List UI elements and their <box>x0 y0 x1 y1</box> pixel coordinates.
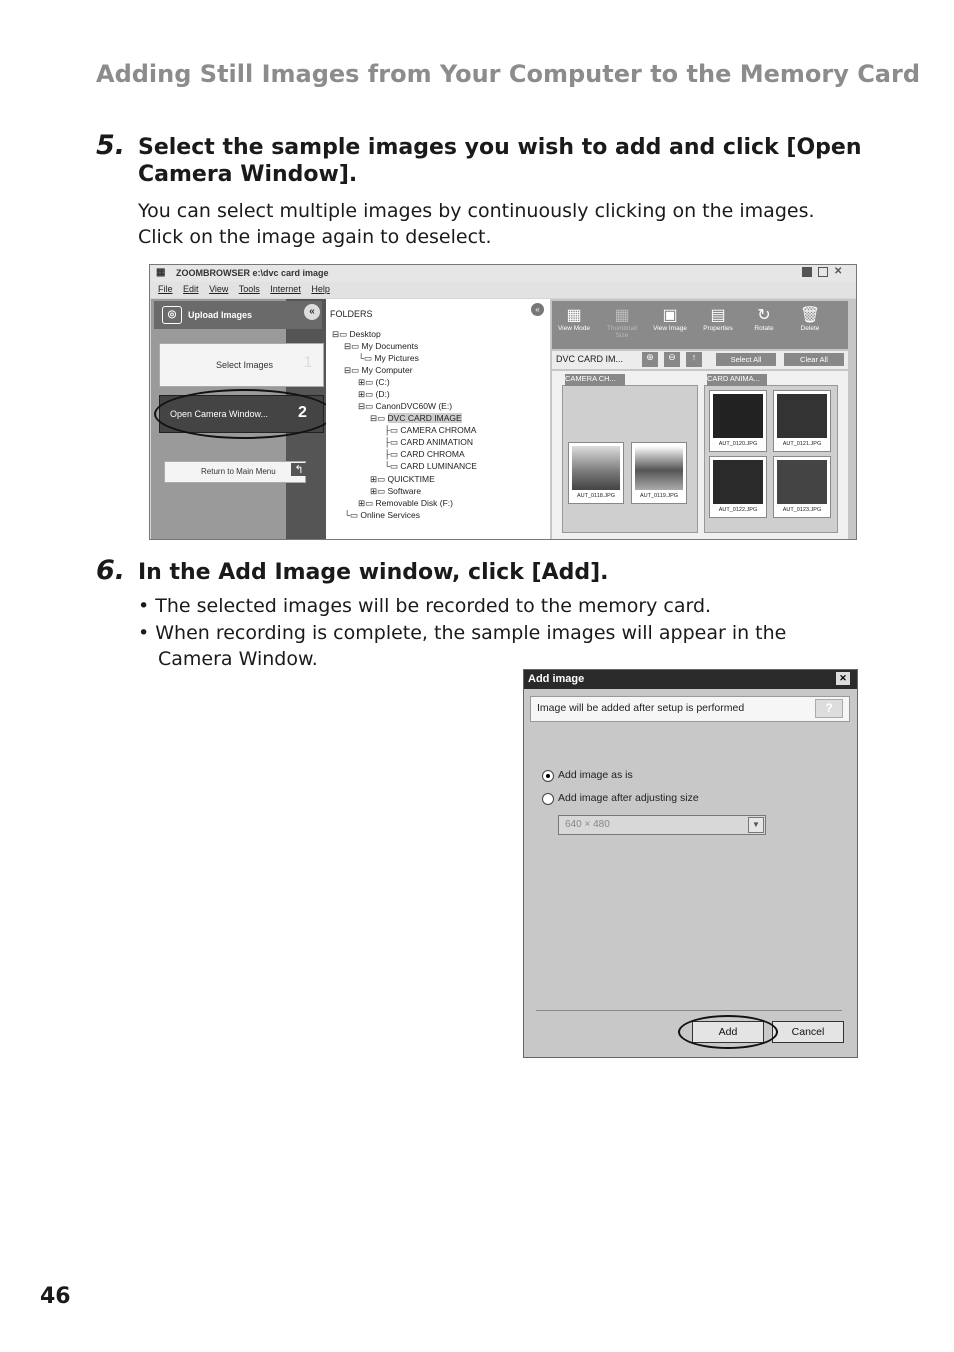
tree-quicktime[interactable]: ⊞▭ QUICKTIME <box>370 474 435 484</box>
open-camera-window-label: Open Camera Window... <box>170 409 269 419</box>
radio-add-as-is-label: Add image as is <box>558 769 633 781</box>
view-image-icon: ▣ <box>662 307 678 324</box>
zoombrowser-screenshot <box>149 264 857 540</box>
tree-card-animation[interactable]: ├▭ CARD ANIMATION <box>384 437 473 447</box>
separator <box>536 1010 842 1011</box>
zoombrowser-title: ZOOMBROWSER e:\dvc card image <box>176 268 329 278</box>
step6-bullet2 <box>138 620 786 672</box>
app-icon: ▦ <box>156 267 166 278</box>
delete-tool[interactable] <box>792 305 828 332</box>
group-tab-card-animation[interactable]: CARD ANIMA... <box>707 374 767 386</box>
image-toolbar <box>552 301 848 349</box>
return-main-menu-label: Return to Main Menu <box>201 467 276 476</box>
thumbnail-filename: AUT_0119.JPG <box>639 493 679 499</box>
thumbnail-filename: AUT_0122.JPG <box>718 507 758 513</box>
highlight-oval <box>154 389 334 439</box>
menu-tools[interactable]: Tools <box>238 284 260 294</box>
current-folder-label: DVC CARD IM... <box>556 354 624 364</box>
select-all-button[interactable]: Select All <box>716 353 776 366</box>
tree-camera-chroma[interactable]: ├▭ CAMERA CHROMA <box>384 425 477 435</box>
thumbnail-image <box>713 394 763 438</box>
up-folder-icon[interactable]: ↑ <box>686 352 702 367</box>
tree-card-luminance[interactable]: └▭ CARD LUMINANCE <box>384 461 477 471</box>
zoom-in-icon[interactable]: ⊕ <box>642 352 658 367</box>
size-select-value: 640 × 480 <box>565 819 610 830</box>
tree-my-computer[interactable]: ⊟▭ My Computer <box>344 365 413 375</box>
thumbnail-item[interactable] <box>568 442 624 504</box>
step6-title: In the Add Image window, click [Add]. <box>138 560 609 585</box>
delete-label: Delete <box>800 325 820 332</box>
view-image-tool[interactable] <box>652 305 688 332</box>
step5-body-line1: You can select multiple images by continuously clicking on the images. <box>138 200 815 222</box>
thumbnail-size-label: Thumbnail Size <box>606 325 638 339</box>
step5-body-line2: Click on the image again to deselect. <box>138 226 492 248</box>
close-icon[interactable]: ✕ <box>836 672 850 685</box>
zoombrowser-titlebar <box>150 265 856 282</box>
select-images-label: Select Images <box>216 360 274 370</box>
tree-drive-e[interactable]: ⊟▭ CanonDVC60W (E:) <box>358 401 453 411</box>
zoombrowser-menubar <box>150 282 856 298</box>
step5-title <box>138 134 861 188</box>
dialog-titlebar <box>524 670 857 689</box>
step6-bullet1: • The selected images will be recorded to the memory card. <box>138 595 712 617</box>
close-icon[interactable]: ✕ <box>834 266 843 277</box>
tree-desktop[interactable]: ⊟▭ Desktop <box>332 329 381 339</box>
thumbnail-filename: AUT_0121.JPG <box>782 441 822 447</box>
tree-my-pictures[interactable]: └▭ My Pictures <box>358 353 419 363</box>
group-tab-camera-chroma[interactable]: CAMERA CH... <box>565 374 625 386</box>
navigation-bar <box>552 351 848 369</box>
thumbnail-image <box>777 394 827 438</box>
thumbnail-item[interactable] <box>773 456 831 518</box>
help-icon[interactable]: ? <box>815 699 843 718</box>
add-button[interactable]: Add <box>692 1021 764 1043</box>
maximize-icon[interactable] <box>818 267 828 277</box>
thumbnail-pane <box>552 371 848 539</box>
minimize-icon[interactable] <box>802 267 812 277</box>
thumbnail-image <box>635 446 683 490</box>
properties-icon: ▤ <box>710 307 726 324</box>
thumbnail-item[interactable] <box>709 390 767 452</box>
thumbnail-image <box>572 446 620 490</box>
menu-edit[interactable]: Edit <box>183 284 199 294</box>
dialog-title: Add image <box>528 673 585 685</box>
rotate-label: Rotate <box>754 325 774 332</box>
view-mode-tool[interactable] <box>556 305 592 332</box>
return-main-menu-button[interactable] <box>164 461 306 483</box>
thumbnail-filename: AUT_0123.JPG <box>782 507 822 513</box>
view-mode-label: View Mode <box>557 325 591 332</box>
thumbnail-filename: AUT_0118.JPG <box>576 493 616 499</box>
menu-view[interactable]: View <box>209 284 229 294</box>
tree-card-chroma[interactable]: ├▭ CARD CHROMA <box>384 449 465 459</box>
tree-drive-c[interactable]: ⊞▭ (C:) <box>358 377 390 387</box>
step6-bullet2-line2: Camera Window. <box>158 648 318 670</box>
thumbnail-group <box>562 374 698 533</box>
info-box <box>530 696 850 722</box>
page-header: Adding Still Images from Your Computer to the Memory Card <box>96 60 921 88</box>
clear-all-button[interactable]: Clear All <box>784 353 844 366</box>
thumbnail-image <box>777 460 827 504</box>
menu-help[interactable]: Help <box>311 284 330 294</box>
thumbnail-item[interactable] <box>631 442 687 504</box>
return-icon: ↰ <box>291 463 307 476</box>
zoom-out-icon[interactable]: ⊖ <box>664 352 680 367</box>
page-number: 46 <box>40 1284 71 1309</box>
radio-adjust-size-label: Add image after adjusting size <box>558 792 699 804</box>
select-images-step: 1 <box>303 354 313 371</box>
thumbnail-image <box>713 460 763 504</box>
tree-software[interactable]: ⊞▭ Software <box>370 486 422 496</box>
thumbnail-size-tool[interactable] <box>604 305 640 339</box>
open-camera-window-step: 2 <box>298 404 307 421</box>
add-image-dialog <box>523 669 858 1058</box>
properties-tool[interactable] <box>700 305 736 332</box>
step6-bullet2-line1: • When recording is complete, the sample images will appear in the <box>138 622 787 644</box>
rotate-tool[interactable] <box>746 305 782 332</box>
rotate-icon: ↻ <box>757 307 771 324</box>
properties-label: Properties <box>703 325 733 332</box>
cancel-button[interactable]: Cancel <box>772 1021 844 1043</box>
collapse-icon[interactable]: « <box>304 304 320 320</box>
collapse-folders-icon[interactable]: « <box>531 303 544 316</box>
menu-internet[interactable]: Internet <box>270 284 301 294</box>
upload-images-header <box>154 301 322 329</box>
tree-online-services[interactable]: └▭ Online Services <box>344 510 420 520</box>
chevron-down-icon[interactable]: ▼ <box>748 817 764 833</box>
step5-title-line2: Camera Window]. <box>138 162 358 187</box>
select-images-button[interactable] <box>159 343 324 387</box>
camera-icon: ◎ <box>162 306 182 324</box>
step5-body <box>138 198 815 250</box>
tree-my-documents[interactable]: ⊟▭ My Documents <box>344 341 419 351</box>
folders-pane <box>326 299 550 539</box>
trash-icon: 🗑 <box>799 307 821 324</box>
tree-dvc-card-image[interactable]: ⊟▭ DVC CARD IMAGE <box>370 413 462 423</box>
thumbnail-size-icon: ▦ <box>614 307 630 324</box>
step5-title-line1: Select the sample images you wish to add and click [Open <box>138 135 862 160</box>
folders-label: FOLDERS <box>330 309 373 319</box>
radio-adjust-size[interactable] <box>542 793 554 805</box>
view-mode-icon: ▦ <box>566 307 582 324</box>
menu-file[interactable]: File <box>158 284 173 294</box>
step6-number: 6. <box>96 555 126 586</box>
highlight-oval <box>678 1015 778 1049</box>
size-select[interactable] <box>558 815 766 835</box>
thumbnail-group <box>704 374 838 533</box>
info-text: Image will be added after setup is performed <box>537 702 745 714</box>
thumbnail-item[interactable] <box>709 456 767 518</box>
thumbnail-filename: AUT_0120.JPG <box>718 441 758 447</box>
view-image-label: View Image <box>653 325 687 332</box>
thumbnail-item[interactable] <box>773 390 831 452</box>
step5-number: 5. <box>96 130 126 161</box>
tree-drive-d[interactable]: ⊞▭ (D:) <box>358 389 390 399</box>
tree-removable-disk[interactable]: ⊞▭ Removable Disk (F:) <box>358 498 453 508</box>
upload-images-label: Upload Images <box>188 310 253 320</box>
radio-add-as-is[interactable] <box>542 770 554 782</box>
